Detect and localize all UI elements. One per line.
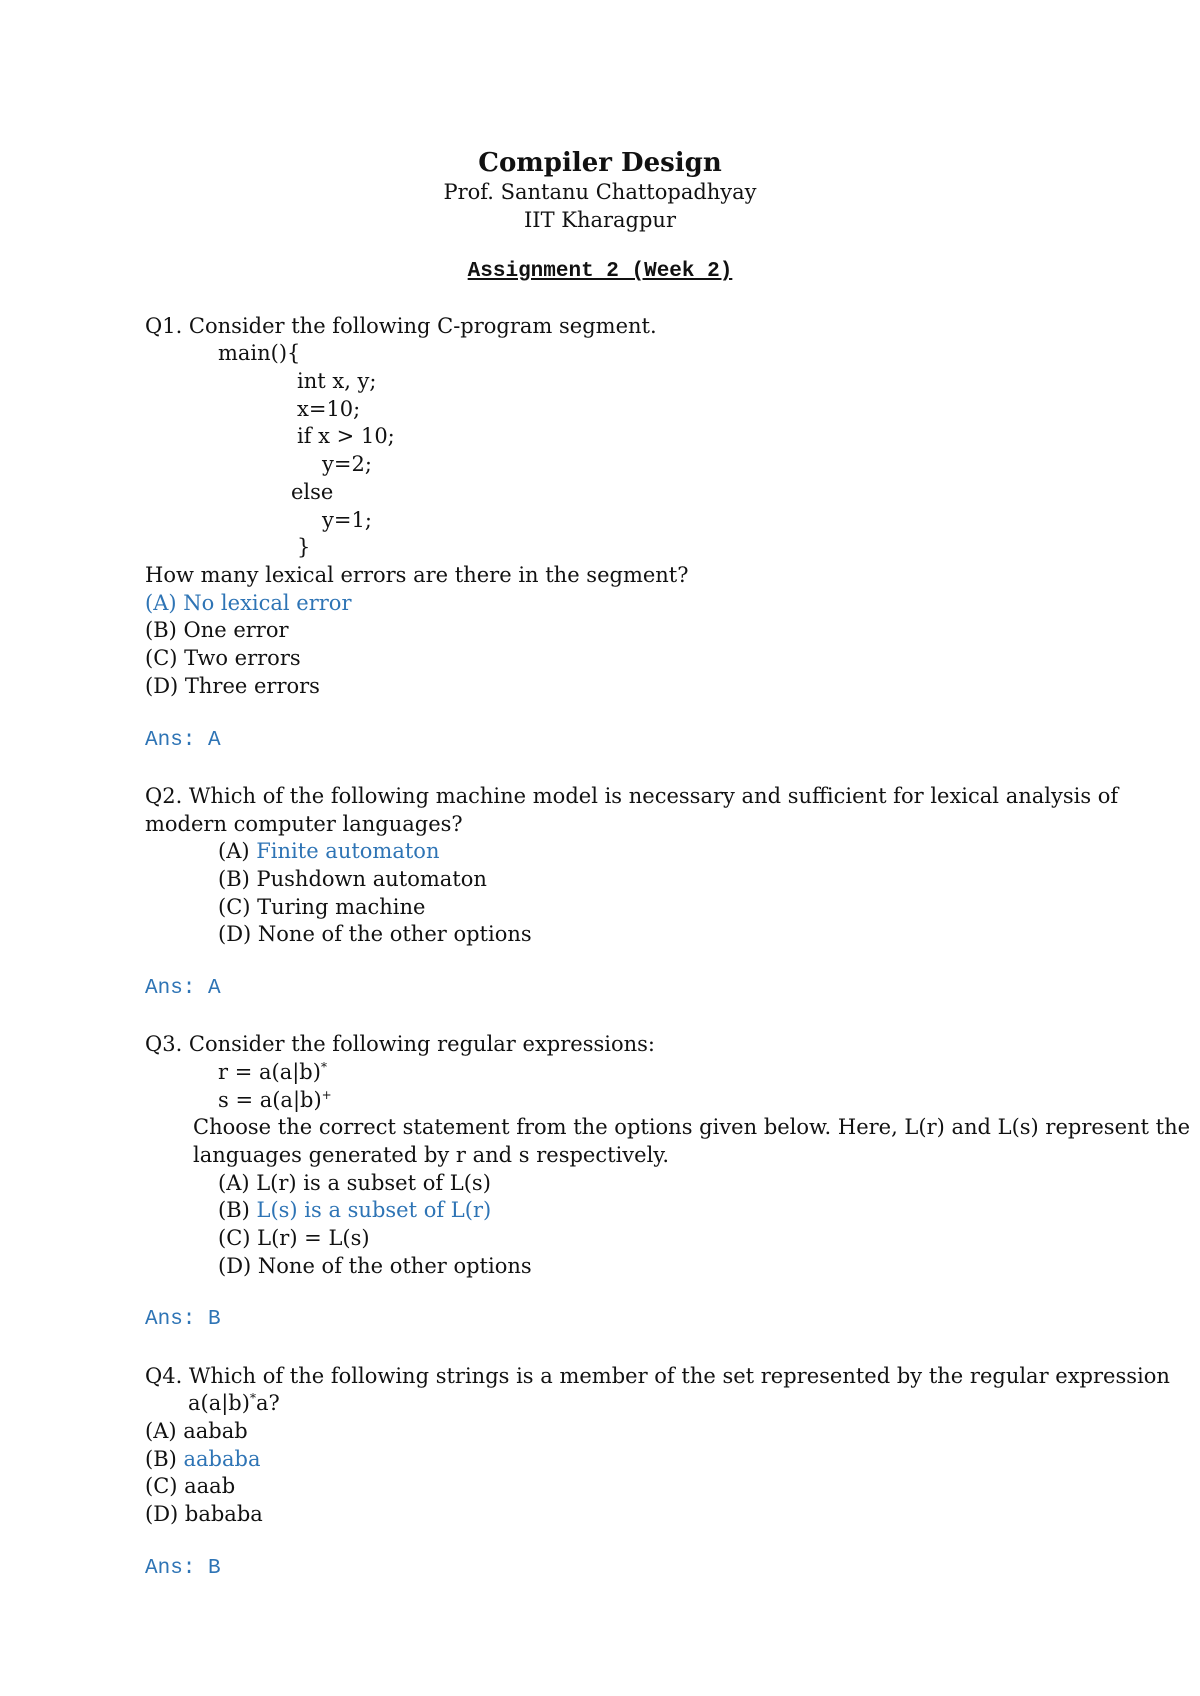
q4-prompt: Q4. Which of the following strings is a member of the set represented by the regular expression (145, 1364, 1170, 1388)
q4-option-c-letter: (C) (145, 1474, 185, 1498)
q2-option-d-text: None of the other options (257, 922, 532, 946)
q3-option-c (218, 1225, 370, 1251)
q3-option-c-text: L(r) = L(s) (257, 1226, 370, 1250)
q1-answer: Ans: A (145, 729, 221, 752)
q4-option-a (145, 1418, 248, 1444)
q2-option-a (218, 838, 439, 864)
q2-prompt-line2: modern computer languages? (145, 812, 463, 836)
q3-option-c-letter: (C) (218, 1226, 258, 1250)
q3-option-a-text: L(r) is a subset of L(s) (256, 1171, 491, 1195)
q2-answer: Ans: A (145, 977, 221, 1000)
q1-option-d: (D) Three errors (145, 674, 320, 698)
q3-statement-line2: languages generated by r and s respectively. (193, 1143, 670, 1167)
q4-expr (188, 1390, 280, 1416)
q3-option-d-text: None of the other options (257, 1254, 532, 1278)
q3-prompt: Q3. Consider the following regular expressions: (145, 1032, 655, 1056)
q1-code-line: } (297, 535, 311, 559)
q4-option-a-letter: (A) (145, 1419, 184, 1443)
q3-expr-r (218, 1059, 327, 1085)
q1-code-line: y=2; (322, 452, 372, 476)
q3-option-a (218, 1170, 491, 1196)
q3-expr-s (218, 1087, 332, 1113)
q3-option-a-letter: (A) (218, 1171, 257, 1195)
q3-option-b-text: L(s) is a subset of L(r) (256, 1198, 492, 1222)
q3-option-b-letter: (B) (218, 1198, 257, 1222)
q4-option-b-letter: (B) (145, 1447, 184, 1471)
q2-option-a-letter: (A) (218, 839, 257, 863)
q4-option-d-letter: (D) (145, 1502, 185, 1526)
q3-expr-s-sup: + (321, 1088, 332, 1102)
q4-option-b-text: aababa (183, 1447, 261, 1471)
q1-code-line: if x > 10; (297, 424, 395, 448)
q3-option-d-letter: (D) (218, 1254, 258, 1278)
q1-option-b: (B) One error (145, 618, 289, 642)
q2-option-c (218, 894, 425, 920)
q4-option-d-text: bababa (184, 1502, 263, 1526)
institute-line: IIT Kharagpur (523, 208, 676, 232)
q4-option-a-text: aabab (183, 1419, 248, 1443)
q4-answer: Ans: B (145, 1557, 221, 1580)
q3-option-d (218, 1253, 532, 1279)
q3-expr-s-text: s = a(a|b) (218, 1088, 322, 1112)
q2-prompt-line1: Q2. Which of the following machine model is necessary and sufficient for lexical analysis of (145, 784, 1119, 808)
q4-expr-tail: a? (255, 1391, 280, 1415)
q1-code-line: main(){ (218, 341, 301, 365)
q1-option-a: (A) No lexical error (145, 591, 352, 615)
q3-option-b (218, 1197, 491, 1223)
q2-option-b-letter: (B) (218, 867, 257, 891)
q2-option-a-text: Finite automaton (256, 839, 440, 863)
q3-expr-r-text: r = a(a|b) (218, 1060, 321, 1084)
q2-option-b-text: Pushdown automaton (256, 867, 487, 891)
author-line: Prof. Santanu Chattopadhyay (443, 180, 757, 204)
q4-option-d (145, 1501, 263, 1527)
q2-option-b (218, 866, 487, 892)
q1-code-line: x=10; (297, 397, 361, 421)
q1-code-line: y=1; (322, 508, 372, 532)
q4-option-c (145, 1473, 235, 1499)
q3-statement-line1: Choose the correct statement from the options given below. Here, L(r) and L(s) represent the (193, 1115, 1191, 1139)
q1-question: How many lexical errors are there in the segment? (145, 563, 689, 587)
q4-expr-sup: * (249, 1391, 256, 1405)
q1-code-line: else (291, 480, 334, 504)
q2-option-c-text: Turing machine (257, 895, 426, 919)
document-title: Compiler Design (478, 148, 722, 178)
q1-code-line: int x, y; (297, 369, 377, 393)
q4-option-b (145, 1446, 260, 1472)
assignment-heading: Assignment 2 (Week 2) (467, 260, 733, 283)
q1-prompt: Q1. Consider the following C-program segment. (145, 314, 657, 338)
q2-option-d (218, 921, 532, 947)
q3-expr-r-sup: * (320, 1060, 327, 1074)
q2-option-d-letter: (D) (218, 922, 258, 946)
q3-answer: Ans: B (145, 1308, 221, 1331)
q4-expr-text: a(a|b) (188, 1391, 250, 1415)
q2-option-c-letter: (C) (218, 895, 258, 919)
q4-option-c-text: aaab (184, 1474, 236, 1498)
q1-option-c: (C) Two errors (145, 646, 301, 670)
